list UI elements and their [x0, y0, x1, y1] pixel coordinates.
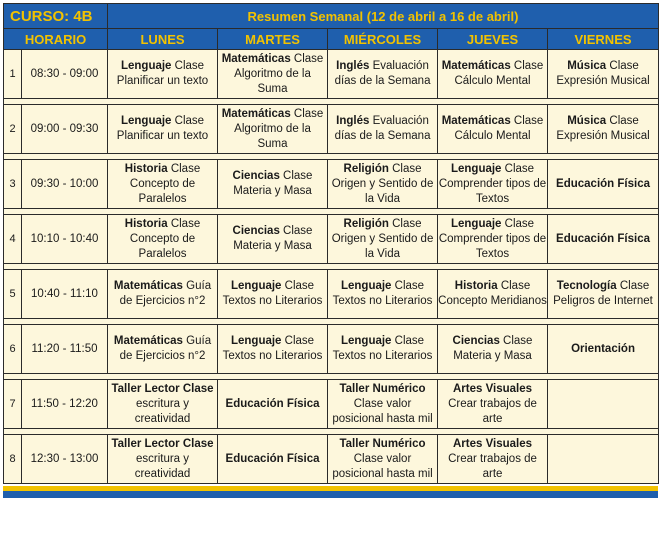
table-row	[4, 270, 659, 319]
class-cell	[548, 435, 659, 484]
subject-name: Matemáticas	[441, 115, 511, 127]
class-detail: Clase Textos no Literarios	[222, 280, 323, 307]
row-number: 8	[4, 435, 22, 484]
class-cell	[328, 105, 438, 154]
subject-name: Artes Visuales	[452, 437, 533, 450]
class-detail: Clase Cálculo Mental	[454, 115, 544, 142]
time-slot: 09:00 - 09:30	[22, 105, 108, 154]
class-cell	[548, 105, 659, 154]
table-row	[4, 105, 659, 154]
row-number: 2	[4, 105, 22, 154]
class-detail: Clase Origen y Sentido de la Vida	[331, 162, 434, 205]
subject-name: Educación Física	[556, 232, 650, 245]
time-slot: 08:30 - 09:00	[22, 50, 108, 99]
row-number: 5	[4, 270, 22, 319]
table-row	[4, 325, 659, 374]
class-detail: Clase Algoritmo de la Suma	[234, 52, 324, 95]
subject-name: Taller Numérico	[339, 382, 426, 395]
class-cell	[438, 50, 548, 99]
class-detail: Clase Planificar un texto	[116, 115, 209, 142]
subject-name: Matemáticas	[221, 52, 291, 65]
class-detail: Crear trabajos de arte	[448, 397, 537, 425]
class-detail: Clase Peligros de Internet	[553, 280, 653, 307]
subject-name: Artes Visuales	[452, 382, 533, 395]
weekly-schedule	[3, 3, 658, 498]
class-cell	[218, 50, 328, 99]
row-number: 4	[4, 215, 22, 264]
class-cell	[108, 270, 218, 319]
class-cell	[328, 270, 438, 319]
subject-name: Historia	[124, 162, 168, 175]
class-detail: Clase Textos no Literarios	[222, 335, 323, 362]
class-detail: Clase Algoritmo de la Suma	[234, 107, 324, 150]
subject-name: Educación Física	[556, 177, 650, 190]
class-cell	[108, 50, 218, 99]
class-cell	[108, 325, 218, 374]
class-detail: Clase Textos no Literarios	[332, 335, 433, 362]
course-label: CURSO: 4B	[4, 4, 108, 29]
subject-name: Lenguaje	[450, 217, 502, 230]
class-detail: Clase Expresión Musical	[556, 60, 650, 87]
time-slot: 10:40 - 11:10	[22, 270, 108, 319]
class-detail: Clase Expresión Musical	[556, 115, 650, 142]
class-detail: Clase Comprender tipos de Textos	[438, 217, 547, 260]
footer-color-bar	[3, 486, 658, 498]
class-cell	[548, 270, 659, 319]
table-row	[4, 435, 659, 484]
row-number: 3	[4, 160, 22, 209]
subject-name: Lenguaje	[340, 280, 392, 292]
subject-name: Orientación	[571, 342, 635, 355]
subject-name: Lenguaje	[230, 280, 282, 292]
row-number: 6	[4, 325, 22, 374]
class-cell	[108, 380, 218, 429]
column-header-horario: HORARIO	[4, 29, 108, 50]
class-detail: Clase Comprender tipos de Textos	[438, 162, 547, 205]
class-cell	[548, 380, 659, 429]
subject-name: Matemáticas	[113, 280, 183, 292]
subject-name: Matemáticas	[113, 335, 183, 347]
class-detail: Clase Concepto Meridianos	[438, 280, 547, 307]
subject-name: Ciencias	[452, 335, 500, 347]
subject-name: Educación Física	[225, 452, 320, 465]
class-cell	[108, 215, 218, 264]
class-cell	[328, 380, 438, 429]
class-cell	[218, 380, 328, 429]
class-cell	[218, 325, 328, 374]
subject-name: Matemáticas	[441, 60, 511, 72]
class-cell	[438, 325, 548, 374]
table-row	[4, 215, 659, 264]
class-detail: Clase Materia y Masa	[233, 225, 313, 252]
class-cell	[328, 435, 438, 484]
class-detail: Clase Materia y Masa	[453, 335, 533, 362]
table-row	[4, 50, 659, 99]
class-detail: Clase Planificar un texto	[116, 60, 209, 87]
schedule-table	[3, 3, 659, 484]
schedule-title: Resumen Semanal (12 de abril a 16 de abril)	[108, 4, 659, 29]
class-detail: Clase Concepto de Paralelos	[129, 217, 201, 260]
column-header-row	[4, 29, 659, 50]
subject-name: Inglés	[336, 115, 370, 127]
subject-name: Taller Lector Clase	[111, 382, 214, 395]
class-cell	[438, 215, 548, 264]
subject-name: Educación Física	[225, 397, 320, 410]
class-cell	[218, 160, 328, 209]
subject-name: Lenguaje	[120, 115, 172, 127]
class-cell	[548, 160, 659, 209]
column-header-jueves: JUEVES	[438, 29, 548, 50]
class-cell	[328, 215, 438, 264]
class-cell	[328, 160, 438, 209]
subject-name: Religión	[343, 217, 389, 230]
title-row	[4, 4, 659, 29]
class-detail: Clase Textos no Literarios	[332, 280, 433, 307]
class-detail: Clase valor posicional hasta mil	[332, 452, 433, 480]
column-header-miercoles: MIÉRCOLES	[328, 29, 438, 50]
class-cell	[218, 270, 328, 319]
class-cell	[328, 325, 438, 374]
class-cell	[108, 105, 218, 154]
time-slot: 09:30 - 10:00	[22, 160, 108, 209]
subject-name: Lenguaje	[450, 162, 502, 175]
subject-name: Lenguaje	[120, 60, 172, 72]
class-cell	[548, 215, 659, 264]
class-cell	[218, 215, 328, 264]
class-cell	[108, 160, 218, 209]
class-cell	[548, 325, 659, 374]
subject-name: Música	[567, 115, 607, 127]
subject-name: Historia	[454, 280, 498, 292]
class-detail: Guía de Ejercicios n°2	[119, 280, 212, 307]
subject-name: Lenguaje	[340, 335, 392, 347]
class-detail: Crear trabajos de arte	[448, 452, 537, 480]
class-detail: Clase Origen y Sentido de la Vida	[331, 217, 434, 260]
table-row	[4, 160, 659, 209]
class-detail: Clase valor posicional hasta mil	[332, 397, 433, 425]
subject-name: Música	[567, 60, 607, 72]
subject-name: Tecnología	[556, 280, 617, 292]
subject-name: Historia	[124, 217, 168, 230]
class-cell	[108, 435, 218, 484]
time-slot: 11:50 - 12:20	[22, 380, 108, 429]
class-cell	[218, 105, 328, 154]
row-number: 7	[4, 380, 22, 429]
subject-name: Matemáticas	[221, 107, 291, 120]
class-cell	[438, 435, 548, 484]
time-slot: 10:10 - 10:40	[22, 215, 108, 264]
time-slot: 12:30 - 13:00	[22, 435, 108, 484]
subject-name: Taller Numérico	[339, 437, 426, 450]
class-cell	[218, 435, 328, 484]
subject-name: Ciencias	[232, 225, 280, 237]
class-cell	[548, 50, 659, 99]
class-cell	[438, 270, 548, 319]
subject-name: Inglés	[336, 60, 370, 72]
subject-name: Ciencias	[232, 170, 280, 182]
row-number: 1	[4, 50, 22, 99]
time-slot: 11:20 - 11:50	[22, 325, 108, 374]
class-detail: Clase Cálculo Mental	[454, 60, 544, 87]
column-header-lunes: LUNES	[108, 29, 218, 50]
class-detail: Guía de Ejercicios n°2	[119, 335, 212, 362]
subject-name: Lenguaje	[230, 335, 282, 347]
class-cell	[438, 105, 548, 154]
subject-name: Taller Lector Clase	[111, 437, 214, 450]
table-row	[4, 380, 659, 429]
class-detail: Evaluación días de la Semana	[334, 115, 431, 142]
column-header-viernes: VIERNES	[548, 29, 659, 50]
class-detail: Clase Materia y Masa	[233, 170, 313, 197]
class-detail: Clase Concepto de Paralelos	[129, 162, 201, 205]
class-detail: escritura y creatividad	[134, 452, 191, 480]
subject-name: Religión	[343, 162, 389, 175]
column-header-martes: MARTES	[218, 29, 328, 50]
class-cell	[438, 380, 548, 429]
class-cell	[328, 50, 438, 99]
class-detail: escritura y creatividad	[134, 397, 191, 425]
class-cell	[438, 160, 548, 209]
class-detail: Evaluación días de la Semana	[334, 60, 431, 87]
